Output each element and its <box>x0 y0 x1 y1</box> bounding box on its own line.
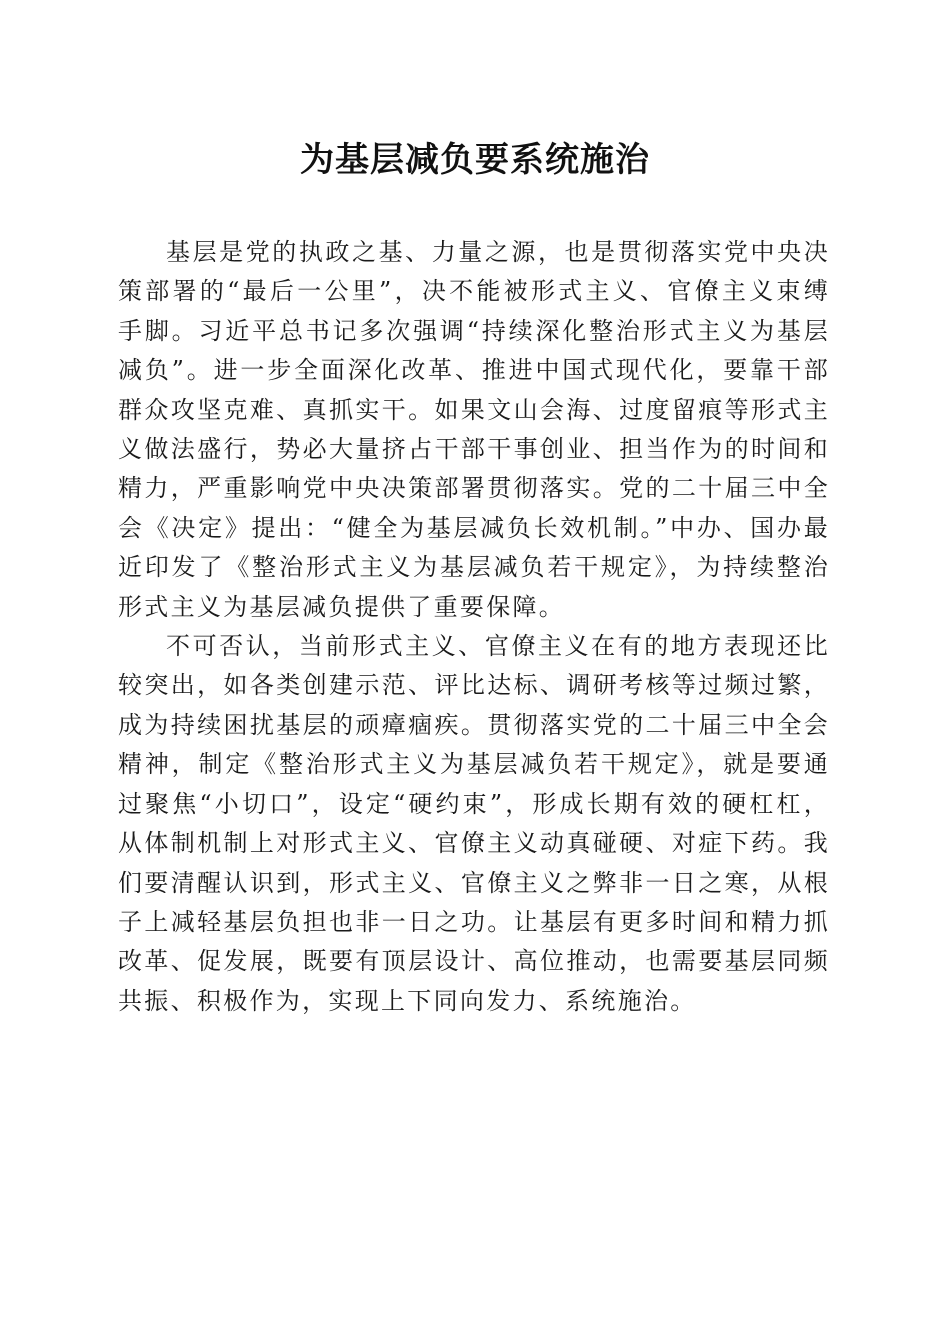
document-title: 为基层减负要系统施治 <box>300 140 650 180</box>
document-body <box>118 233 830 1021</box>
paragraph-1: 基层是党的执政之基、力量之源，也是贯彻落实党中央决策部署的“最后一公里”，决不能被形式主义、官僚主义束缚手脚。习近平总书记多次强调“持续深化整治形式主义为基层减负”。进一步全面深化改革、推进中国式现代化，要靠干部群众攻坚克难、真抓实干。如果文山会海、过度留痕等形式主义做法盛行，势必大量挤占干部干事创业、担当作为的时间和精力，严重影响党中央决策部署贯彻落实。党的二十届三中全会《决定》提出：“健全为基层减负长效机制。”中办、国办最近印发了《整治形式主义为基层减负若干规定》，为持续整治形式主义为基层减负提供了重要保障。 <box>118 238 830 621</box>
paragraph-2: 不可否认，当前形式主义、官僚主义在有的地方表现还比较突出，如各类创建示范、评比达标、调研考核等过频过繁，成为持续困扰基层的顽瘴痼疾。贯彻落实党的二十届三中全会精神，制定《整治形式主义为基层减负若干规定》，就是要通过聚焦“小切口”，设定“硬约束”，形成长期有效的硬杠杠，从体制机制上对形式主义、官僚主义动真碰硬、对症下药。我们要清醒认识到，形式主义、官僚主义之弊非一日之寒，从根子上减轻基层负担也非一日之功。让基层有更多时间和精力抓改革、促发展，既要有顶层设计、高位推动，也需要基层同频共振、积极作为，实现上下同向发力、系统施治。 <box>118 632 830 1015</box>
